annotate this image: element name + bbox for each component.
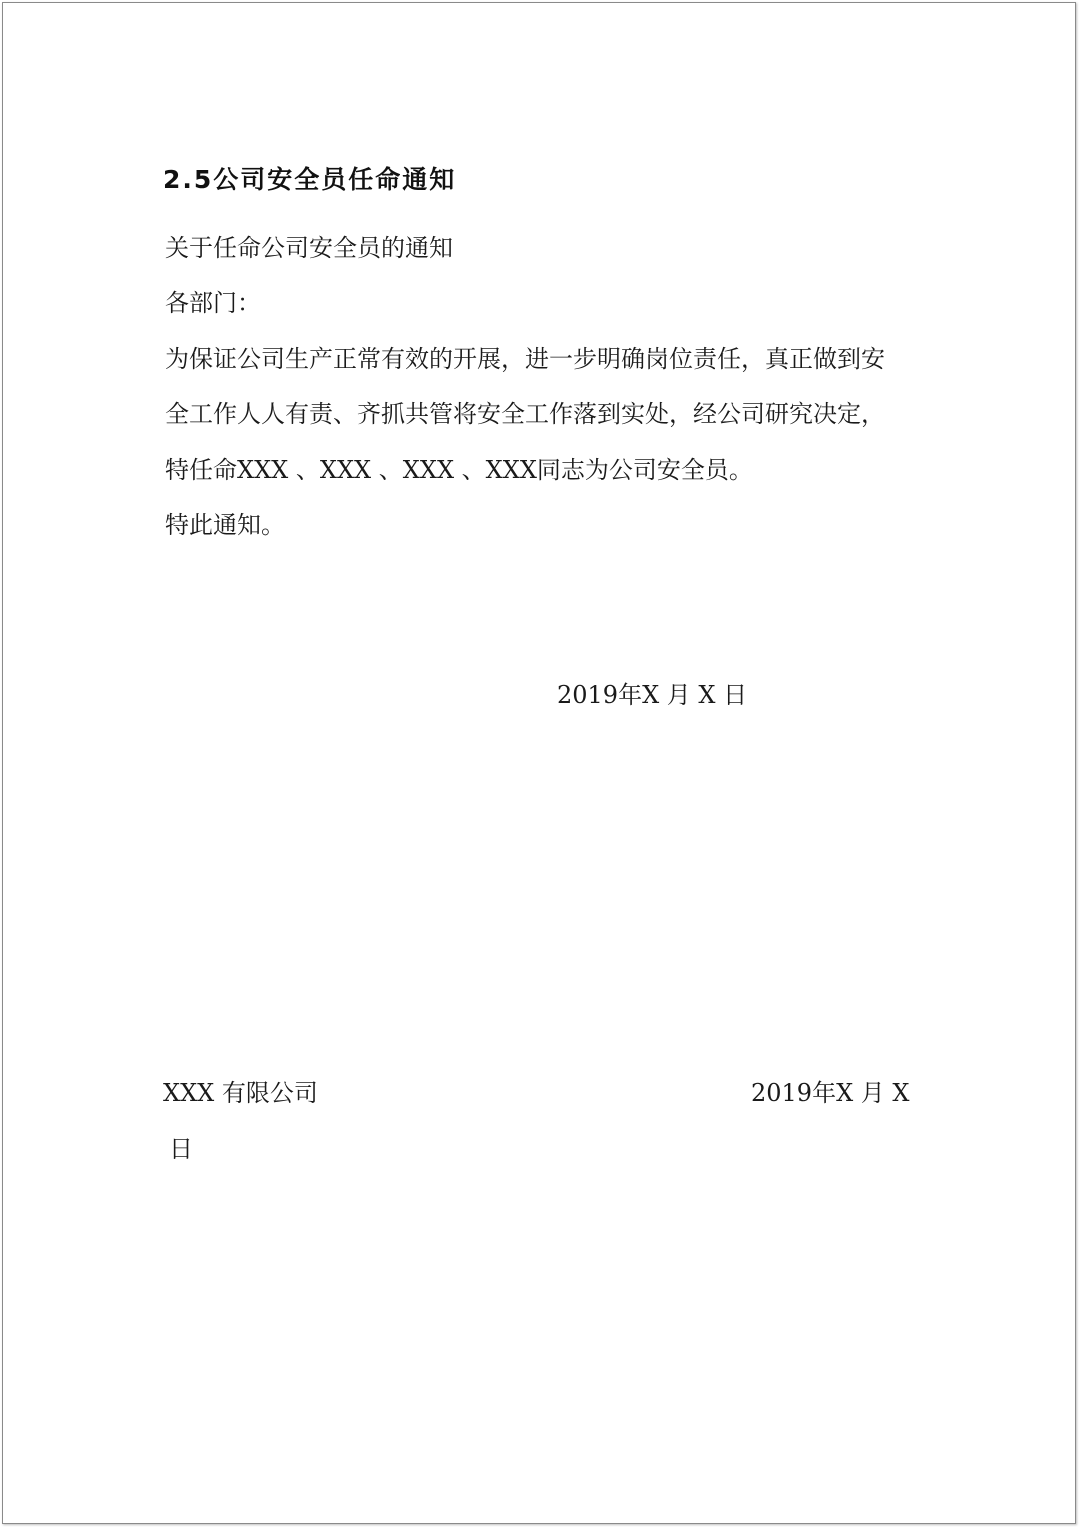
signature-date: 2019年X 月 X xyxy=(751,1079,910,1107)
document-page xyxy=(2,2,1076,1524)
signature-company: XXX 有限公司 xyxy=(163,1079,318,1107)
notice-subject: 关于任命公司安全员的通知 xyxy=(165,234,453,262)
document-heading: 2.5公司安全员任命通知 xyxy=(163,165,457,194)
salutation: 各部门： xyxy=(165,289,261,317)
closing-remark: 特此通知。 xyxy=(165,511,285,539)
signature-day: 日 xyxy=(169,1135,193,1163)
body-line-3: 特任命XXX 、XXX 、XXX 、XXX同志为公司安全员。 xyxy=(165,456,753,484)
notice-date: 2019年X 月 X 日 xyxy=(557,681,748,709)
body-line-1: 为保证公司生产正常有效的开展，进一步明确岗位责任，真正做到安 xyxy=(165,345,885,373)
body-line-2: 全工作人人有责、齐抓共管将安全工作落到实处，经公司研究决定， xyxy=(165,400,885,428)
